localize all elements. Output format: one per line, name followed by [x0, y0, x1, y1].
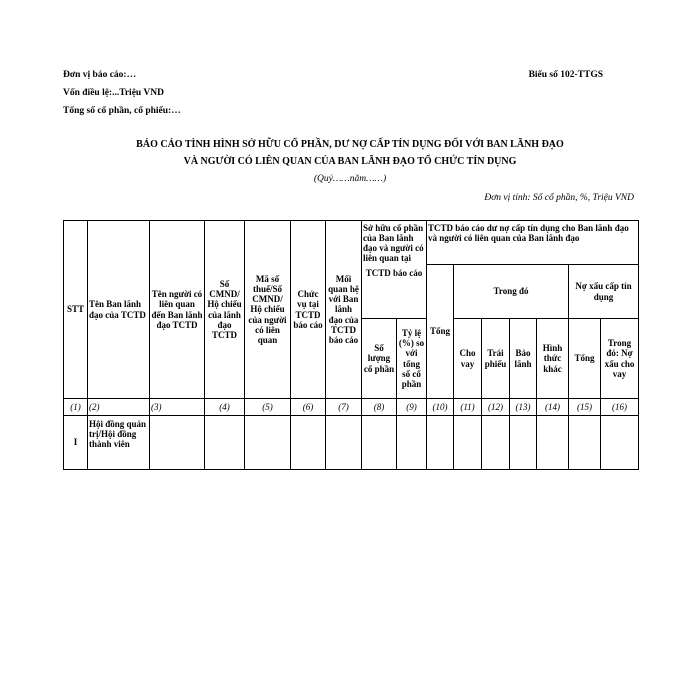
- ownership-group-title: Sở hữu cổ phần của Ban lãnh đạo và người có liên quan tại: [363, 223, 424, 264]
- reporting-unit-label: Đơn vị báo cáo:…: [63, 70, 137, 80]
- column-number: (14): [537, 399, 569, 416]
- report-title-line1: BÁO CÁO TÌNH HÌNH SỞ HỮU CỔ PHẦN, DƯ NỢ CẤP TÍN DỤNG ĐỐI VỚI BAN LÃNH ĐẠO: [136, 139, 564, 150]
- col-other-forms-header: Hình thức khác: [537, 319, 569, 399]
- table-row: [64, 416, 639, 470]
- column-number: (8): [362, 399, 397, 416]
- col-ratio-header: Tỷ lệ (%) so với tổng số cổ phần: [397, 319, 427, 399]
- credit-group-header: TCTD báo cáo dư nợ cấp tín dụng cho Ban lãnh đạo và người có liên quan của Ban lãnh đạo: [427, 221, 639, 265]
- column-number: (3): [150, 399, 205, 416]
- col-stt-header: STT: [64, 221, 88, 399]
- col-bad-debt-total-header: Tổng: [569, 319, 601, 399]
- col-total-header: Tổng: [427, 265, 454, 399]
- col-position-header: Chức vụ tại TCTD báo cáo: [291, 221, 326, 399]
- table-cell: [205, 416, 245, 470]
- col-loans-header: Cho vay: [454, 319, 482, 399]
- row-stt: I: [64, 416, 88, 470]
- col-bonds-header: Trái phiếu: [482, 319, 510, 399]
- column-number: (5): [245, 399, 291, 416]
- table-cell: [569, 416, 601, 470]
- row-group-name: Hội đồng quản trị/Hội đồng thành viên: [88, 416, 150, 470]
- col-tax-code-header: Mã số thuế/Số CMND/ Hộ chiếu của người có liên quan: [245, 221, 291, 399]
- table-cell: [537, 416, 569, 470]
- table-cell: [362, 416, 397, 470]
- column-number: (2): [88, 399, 150, 416]
- table-cell: [427, 416, 454, 470]
- form-code: Biểu số 102-TTGS: [528, 70, 603, 80]
- column-number: (11): [454, 399, 482, 416]
- col-bad-debt-loans-header: Trong đó: Nợ xấu cho vay: [601, 319, 639, 399]
- col-guarantee-header: Bảo lãnh: [510, 319, 537, 399]
- column-number: (10): [427, 399, 454, 416]
- column-number: (1): [64, 399, 88, 416]
- column-number: (6): [291, 399, 326, 416]
- table-cell: [482, 416, 510, 470]
- ownership-group-header: [362, 221, 427, 319]
- table-cell: [510, 416, 537, 470]
- column-number: (9): [397, 399, 427, 416]
- bad-debt-group-header: Nợ xấu cấp tín dụng: [569, 265, 639, 319]
- report-title-line2: VÀ NGƯỜI CÓ LIÊN QUAN CỦA BAN LÃNH ĐẠO TỔ CHỨC TÍN DỤNG: [183, 156, 517, 167]
- column-number: (4): [205, 399, 245, 416]
- table-cell: [454, 416, 482, 470]
- column-number: (16): [601, 399, 639, 416]
- col-related-person-header: Tên người có liên quan đến Ban lãnh đạo TCTD: [150, 221, 205, 399]
- unit-note: Đơn vị tính: Số cổ phần, %, Triệu VND: [484, 193, 634, 203]
- ownership-group-subtitle: TCTD báo cáo: [365, 268, 423, 279]
- total-shares-label: Tổng số cổ phần, cổ phiếu:…: [63, 106, 181, 116]
- table-cell: [397, 416, 427, 470]
- col-id-number-header: Số CMND/ Hộ chiếu của lãnh đạo TCTD: [205, 221, 245, 399]
- table-cell: [291, 416, 326, 470]
- table-cell: [150, 416, 205, 470]
- col-relationship-header: Mối quan hệ với Ban lãnh đạo của TCTD báo cáo: [326, 221, 362, 399]
- table-cell: [245, 416, 291, 470]
- col-leader-name-header: Tên Ban lãnh đạo của TCTD: [88, 221, 150, 399]
- column-number: (7): [326, 399, 362, 416]
- column-number-row: [64, 399, 639, 416]
- report-period: (Quý……năm……): [313, 174, 387, 184]
- column-number: (12): [482, 399, 510, 416]
- column-number: (13): [510, 399, 537, 416]
- table-cell: [326, 416, 362, 470]
- col-share-count-header: Số lượng cổ phần: [362, 319, 397, 399]
- charter-capital-label: Vốn điều lệ:...Triệu VND: [63, 88, 164, 98]
- table-cell: [601, 416, 639, 470]
- report-table: [63, 220, 639, 470]
- column-number: (15): [569, 399, 601, 416]
- of-which-header: Trong đó: [454, 265, 569, 319]
